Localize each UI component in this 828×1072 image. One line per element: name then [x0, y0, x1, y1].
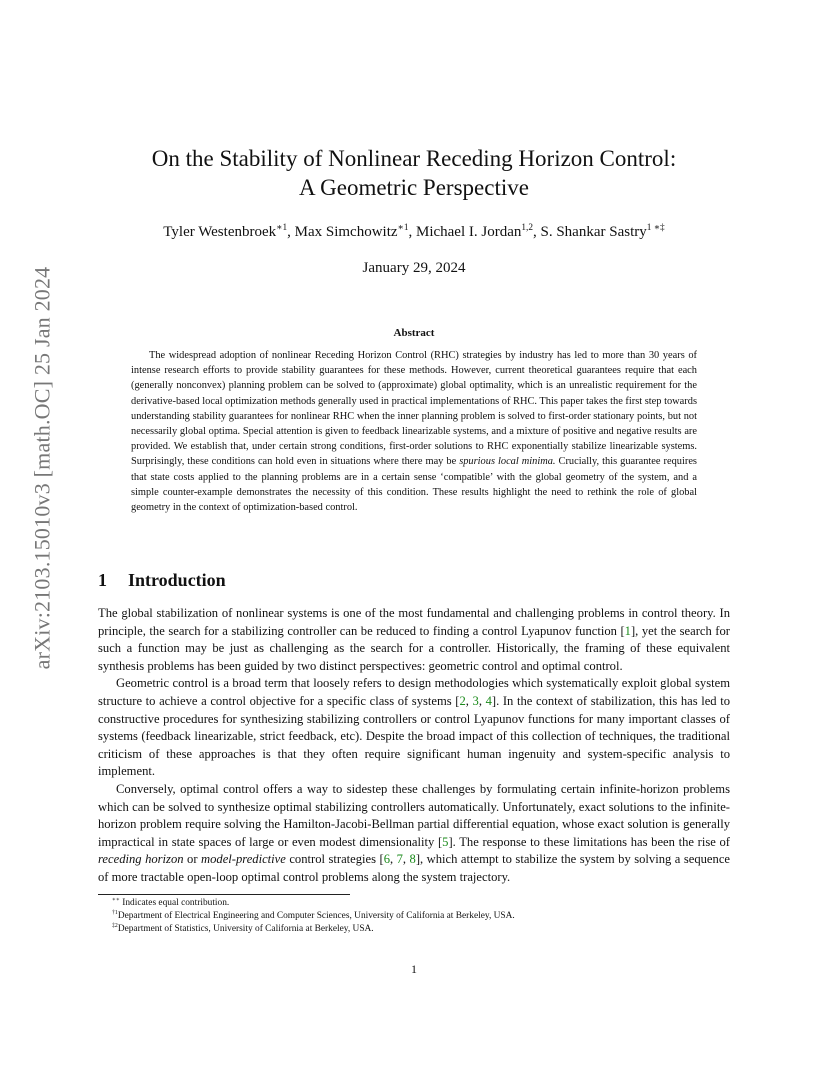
- abstract-text: [131, 348, 697, 515]
- footnote-text: Indicates equal contribution.: [122, 898, 230, 908]
- paragraph-text: ]. In the context of stabilization, this has led to constructive procedures for synthesizing stabilizing controllers or control Lyapunov functions for many important classes of systems (feedback linearizable, strict feedback, etc). Despite the broad impact of this collection of techniques, the traditional criticism of these approaches is that they often require significant human ingenuity and system-specific analysis to implement.: [98, 693, 731, 779]
- citation-link[interactable]: 7: [396, 852, 403, 867]
- paragraph-text: Conversely, optimal control offers a way to sidestep these challenges by formulating certain infinite-horizon problems which can be solved to synthesize optimal stabilizing controllers automatically. Unfortunately, exact solutions to the infinite-horizon problem require solving the Hamilton-Jacobi-Bellman partial differential equation, whose exact solution is generally impractical in state spaces of large or even modest dimensionality [: [98, 781, 730, 849]
- author-list: Tyler Westenbroek$^{∗1}$, Max Simchowitz$^{∗1}$, Michael I. Jordan$^{1,2}$, S. Shankar Sastry$^{1 ∗\ddagger}$: [163, 223, 665, 240]
- footnote-text: Department of Statistics, University of California at Berkeley, USA.: [117, 924, 374, 934]
- section-heading: [98, 570, 226, 591]
- author-affiliation-mark: ∗1: [397, 223, 409, 233]
- footnote: [112, 924, 374, 934]
- paragraph-text: ], which attempt to stabilize the system by solving a sequence of more tractable open-loop optimal control problems along the system trajectory.: [98, 852, 731, 884]
- author-name: Michael I. Jordan: [415, 224, 522, 240]
- footnote-mark: ∗∗: [112, 896, 120, 903]
- citation-link[interactable]: 8: [409, 852, 416, 867]
- paragraph-text: ], yet the search for such a function may be just as challenging as the search for a controller. Historically, the framing of these equivalent synthesis problems has been guided by two distinct perspectives: geometric control and optimal control.: [98, 623, 730, 673]
- paragraph-text: or: [183, 852, 201, 867]
- paragraph-text: Geometric control is a broad term that loosely refers to design methodologies which systematically exploit global system structure to achieve a control objective for a specific class of systems [: [98, 676, 730, 708]
- arxiv-sidebar-stamp: [20, 266, 64, 670]
- paragraph-3: Conversely, optimal control offers a way to sidestep these challenges by formulating certain infinite-horizon problems which can be solved to synthesize optimal stabilizing controllers automatically. Unfortunately, exact solutions to the infinite-horizon problem require solving the Hamilton-Jacobi-Bellman partial differential equation, whose exact solution is generally impractical in state spaces of large or even modest dimensionality [5]. The response to these limitations has been the rise of receding horizon or model-predictive control strategies [6, 7, 8], which attempt to stabilize the system by solving a sequence of more tractable open-loop optimal control problems along the system trajectory.: [98, 781, 731, 884]
- italic-term: receding horizon: [98, 852, 184, 867]
- paper-title: [98, 144, 730, 202]
- abstract-heading: Abstract: [393, 327, 435, 339]
- citation-link[interactable]: 6: [383, 852, 390, 867]
- abstract-text-part-2: Crucially, this guarantee requires that state costs applied to the planning problems are in a certain sense ‘compatible’ with the global geometry of the system, and a simple counter-example demonstrates the necessity of this condition. These results highlight the need to rethink the role of global geometry in the context of optimization-based control.: [131, 456, 697, 514]
- paragraph-2: Geometric control is a broad term that loosely refers to design methodologies which systematically exploit global system structure to achieve a control objective for a specific class of systems [2, 3, 4]. In the context of stabilization, this has led to constructive procedures for synthesizing stabilizing controllers or control Lyapunov functions for many important classes of systems (feedback linearizable, strict feedback, etc). Despite the broad impact of this collection of techniques, the traditional criticism of these approaches is that they often require significant human ingenuity and system-specific analysis to implement.: [98, 676, 731, 779]
- citation-link[interactable]: 5: [442, 834, 449, 849]
- footnote-divider: [98, 894, 350, 895]
- author-affiliation-mark: ∗1: [276, 223, 288, 233]
- footnote-mark: †1: [112, 909, 118, 916]
- title-line-1: On the Stability of Nonlinear Receding Horizon Control:: [151, 146, 677, 171]
- author-name: Max Simchowitz: [294, 224, 398, 240]
- footnote-text: Department of Electrical Engineering and Computer Sciences, University of California at Berkeley, USA.: [117, 911, 515, 921]
- author-name: S. Shankar Sastry: [540, 224, 647, 240]
- footnote: [112, 898, 229, 908]
- citation-link[interactable]: 2: [459, 693, 466, 708]
- citation-link[interactable]: 3: [472, 693, 479, 708]
- footnote-mark: ‡2: [112, 922, 118, 929]
- page-number: 1: [411, 962, 417, 976]
- abstract-italic-phrase: spurious local minima.: [459, 456, 556, 468]
- paragraph-text: control strategies [: [285, 852, 384, 867]
- paragraph-text: ]. The response to these limitations has been the rise of: [448, 834, 730, 849]
- citation-link[interactable]: 4: [485, 693, 492, 708]
- citation-link[interactable]: 1: [624, 623, 631, 638]
- section-body: [98, 605, 730, 887]
- paper-date: January 29, 2024: [362, 260, 466, 276]
- italic-term: model-predictive: [201, 852, 286, 867]
- title-line-2: A Geometric Perspective: [299, 175, 529, 200]
- section-number: 1: [98, 570, 107, 590]
- footnote: [112, 911, 515, 921]
- paragraph-text: The global stabilization of nonlinear systems is one of the most fundamental and challenging problems in control theory. In principle, the search for a stabilizing controller can be reduced to finding a control Lyapunov function [: [98, 606, 730, 638]
- author-affiliation-mark: 1 ∗‡: [646, 223, 665, 233]
- section-title: Introduction: [128, 570, 226, 590]
- abstract-text-part-1: The widespread adoption of nonlinear Receding Horizon Control (RHC) strategies by industry has led to more than 30 years of intense research efforts to provide stability guarantees for these methods. However, current theoretical guarantees require that each (generally nonconvex) planning problem can be solved to (approximate) global optimality, which is an unrealistic requirement for the derivative-based local optimization methods generally used in practical implementations of RHC. This paper takes the first step towards understanding stability guarantees for nonlinear RHC when the inner planning problem is solved to first-order stationary points, but not necessarily global optima. Special attention is given to feedback linearizable systems, and a mixture of positive and negative results are provided. We establish that, under certain strong conditions, first-order solutions to RHC exponentially stabilize linearizable systems. Surprisingly, these conditions can hold even in situations where there may be: [131, 350, 697, 468]
- paragraph-1: [98, 605, 730, 675]
- author-affiliation-mark: 1,2: [521, 223, 533, 233]
- arxiv-identifier: arXiv:2103.15010v3 [math.OC] 25 Jan 2024: [29, 266, 55, 670]
- author-name: Tyler Westenbroek: [163, 224, 277, 240]
